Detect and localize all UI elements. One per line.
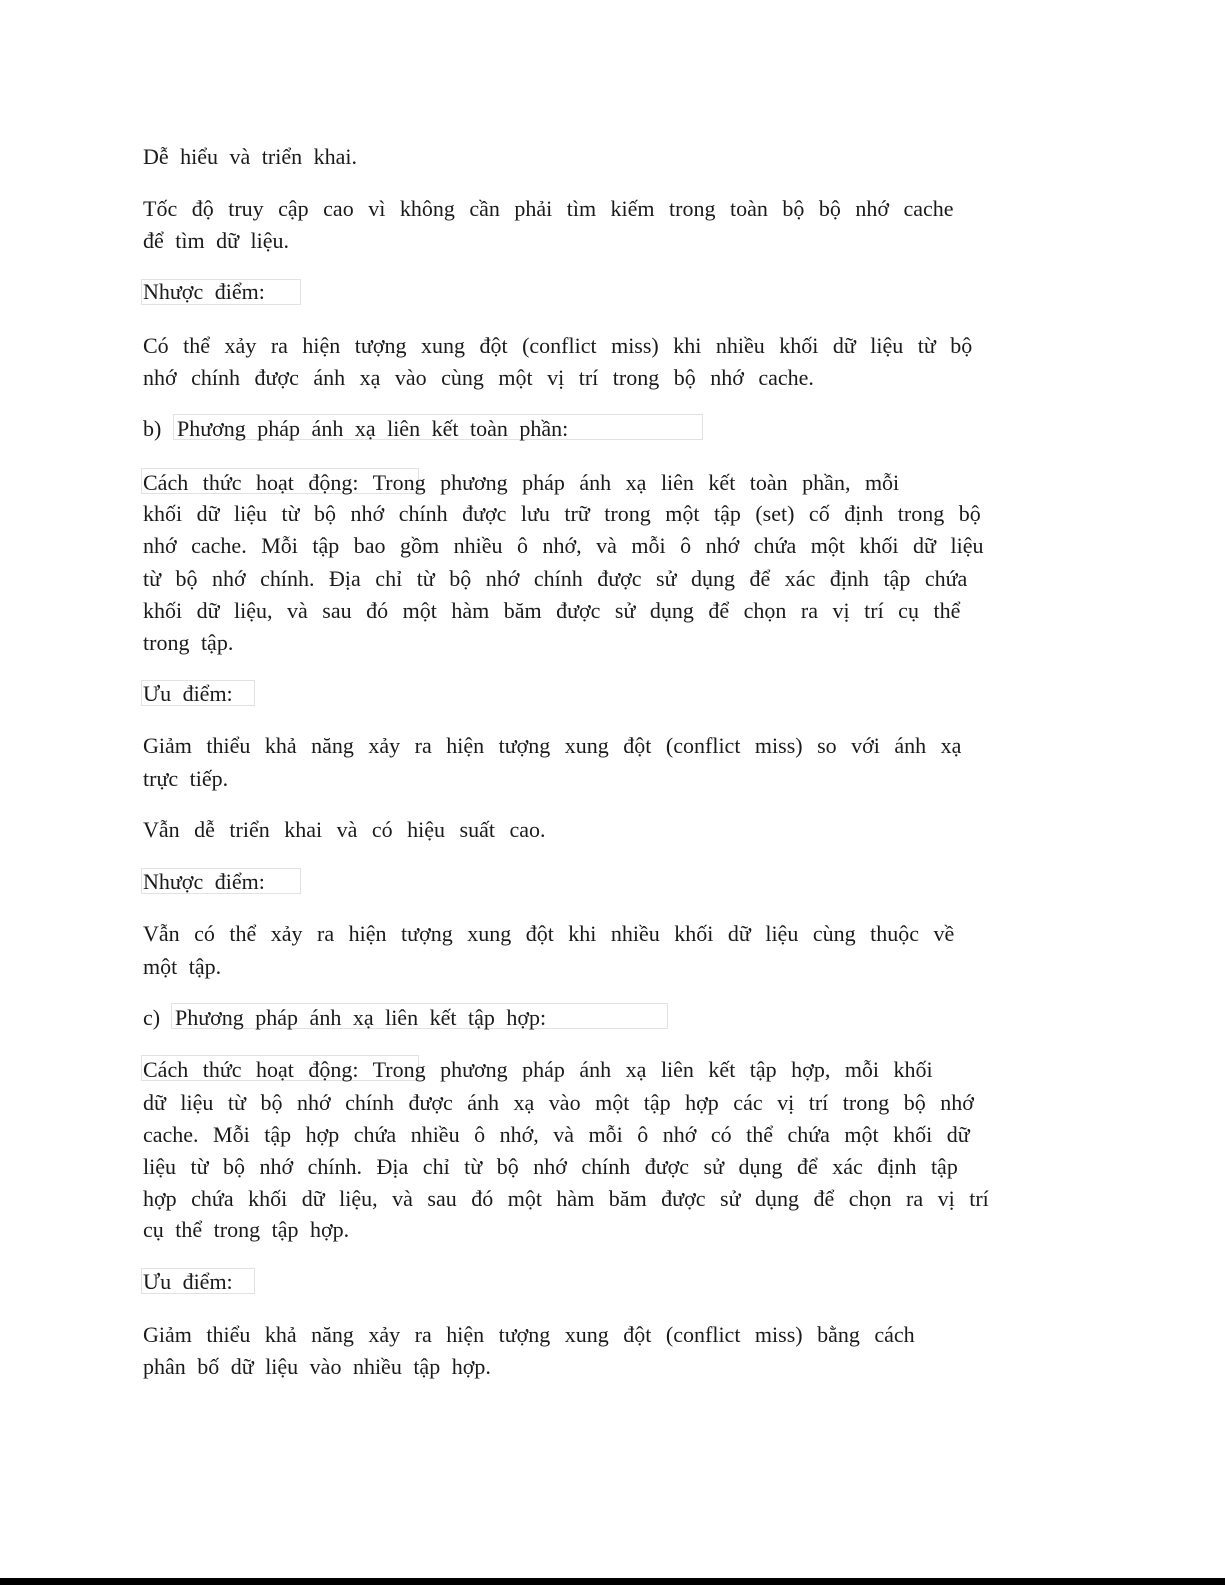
paragraph-b-how-line-2: khối dữ liệu từ bộ nhớ chính được lưu trữ trong một tập (set) cố định trong bộ: [143, 501, 981, 526]
heading-b-title: Phương pháp ánh xạ liên kết toàn phần:: [177, 416, 569, 441]
paragraph-b-how-line-5: khối dữ liệu, và sau đó một hàm băm được sử dụng để chọn ra vị trí cụ thể: [143, 598, 961, 623]
paragraph-b-conflict-line-1: Vẫn có thể xảy ra hiện tượng xung đột khi nhiều khối dữ liệu cùng thuộc về: [143, 921, 955, 946]
paragraph-b-how-line-4: từ bộ nhớ chính. Địa chỉ từ bộ nhớ chính được sử dụng để xác định tập chứa: [143, 566, 968, 591]
page-bottom-border: [0, 1578, 1225, 1585]
heading-pros-b: Ưu điểm:: [143, 681, 233, 706]
paragraph-b-reduce-line-1: Giảm thiểu khả năng xảy ra hiện tượng xung đột (conflict miss) so với ánh xạ: [143, 733, 962, 758]
paragraph-conflict-line-2: nhớ chính được ánh xạ vào cùng một vị trí trong bộ nhớ cache.: [143, 365, 814, 390]
heading-cons-1: Nhược điểm:: [143, 279, 265, 304]
paragraph-b-easy: Vẫn dễ triển khai và có hiệu suất cao.: [143, 817, 546, 842]
paragraph-c-how-line-3: cache. Mỗi tập hợp chứa nhiều ô nhớ, và mỗi ô nhớ có thể chứa một khối dữ: [143, 1122, 970, 1147]
heading-pros-c: Ưu điểm:: [143, 1269, 233, 1294]
paragraph-c-how-line-2: dữ liệu từ bộ nhớ chính được ánh xạ vào một tập hợp các vị trí trong bộ nhớ: [143, 1090, 974, 1115]
paragraph-b-how-line-1: Cách thức hoạt động: Trong phương pháp ánh xạ liên kết toàn phần, mỗi: [143, 470, 900, 495]
paragraph-c-how-line-1: Cách thức hoạt động: Trong phương pháp ánh xạ liên kết tập hợp, mỗi khối: [143, 1057, 933, 1082]
heading-c-prefix: c): [143, 1005, 161, 1030]
paragraph-easy: Dễ hiểu và triển khai.: [143, 144, 357, 169]
paragraph-c-reduce-line-2: phân bố dữ liệu vào nhiều tập hợp.: [143, 1354, 491, 1379]
paragraph-c-how-line-6: cụ thể trong tập hợp.: [143, 1217, 350, 1242]
paragraph-b-how-line-6: trong tập.: [143, 630, 234, 655]
paragraph-b-how-line-3: nhớ cache. Mỗi tập bao gồm nhiều ô nhớ, và mỗi ô nhớ chứa một khối dữ liệu: [143, 533, 984, 558]
paragraph-c-how-line-4: liệu từ bộ nhớ chính. Địa chỉ từ bộ nhớ chính được sử dụng để xác định tập: [143, 1154, 958, 1179]
paragraph-b-conflict-line-2: một tập.: [143, 954, 222, 979]
heading-cons-b: Nhược điểm:: [143, 869, 265, 894]
heading-c-title: Phương pháp ánh xạ liên kết tập hợp:: [175, 1005, 547, 1030]
paragraph-c-how-line-5: hợp chứa khối dữ liệu, và sau đó một hàm băm được sử dụng để chọn ra vị trí: [143, 1186, 989, 1211]
paragraph-c-reduce-line-1: Giảm thiểu khả năng xảy ra hiện tượng xung đột (conflict miss) bằng cách: [143, 1322, 915, 1347]
heading-b-prefix: b): [143, 416, 162, 441]
paragraph-speed-line-1: Tốc độ truy cập cao vì không cần phải tìm kiếm trong toàn bộ bộ nhớ cache: [143, 196, 954, 221]
paragraph-b-reduce-line-2: trực tiếp.: [143, 766, 229, 791]
paragraph-conflict-line-1: Có thể xảy ra hiện tượng xung đột (conflict miss) khi nhiều khối dữ liệu từ bộ: [143, 333, 973, 358]
paragraph-speed-line-2: để tìm dữ liệu.: [143, 228, 290, 253]
